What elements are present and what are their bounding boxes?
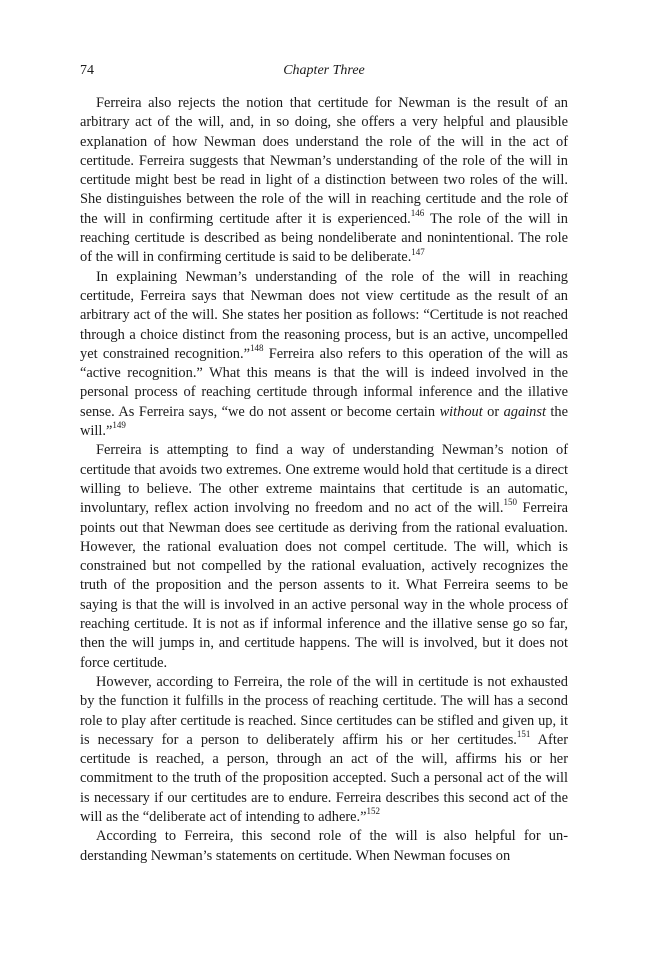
- paragraph-text: The role of the will in reaching certitude is described as being nondeliberate and nonintentional. The role of the will in confirming certitude is said to be deliberate.: [80, 210, 568, 266]
- paragraph-text: According to Ferreira, this second role of the will is also helpful for understanding Newman’s statements on certitude. When Newman focuses on: [80, 828, 568, 864]
- paragraph-text: Ferreira also refers to this operation of the will as “active recognition.” What this means is that the will is indeed involved in the personal process of reaching certitude through informal inference and the illative sense. As Ferreira says, “we do not assent or become certain: [80, 345, 568, 420]
- emphasis-text: without: [439, 403, 483, 420]
- paragraph-text: In explaining Newman’s understanding of the role of the will in reaching certitude, Ferreira says that Newman does not view certitude as the result of an arbitrary act of the will. She states her position as follows: “Certitude is not reached through a choice distinct from the reasoning process, but is an active, uncompelled yet constrained recognition.”: [80, 268, 568, 362]
- footnote-marker: 149: [112, 420, 126, 431]
- paragraph-text: Ferreira is attempting to find a way of understanding Newman’s notion of certitude that avoids two extremes. One extreme would hold that certitude is a direct willing to believe. The other extreme maintains that certitude is an automatic, involuntary, reflex action involving no freedom and no act of the will.: [80, 442, 568, 517]
- emphasis-text: against: [503, 403, 546, 420]
- footnote-marker: 150: [503, 497, 517, 508]
- paragraph: [80, 441, 568, 673]
- footnote-marker: 146: [410, 207, 425, 218]
- footnote-marker: 152: [366, 806, 380, 817]
- paragraph-text: However, according to Ferreira, the role of the will in certitude is not exhausted by the function it fulfills in the process of reaching certitude. The will has a second role to play after certitude is reached. Since certitudes can be stifled and given up, it is necessary for a person to deliberately affirm his or her certitudes.: [80, 673, 568, 748]
- running-head: [80, 61, 568, 81]
- page-number: 74: [80, 63, 94, 78]
- paragraph-text: Ferreira points out that Newman does see certitude as deriving from the rational evaluation. However, the rational evaluation does not compel certitude. The will, which is constrained but not compelled by the rational evaluation, actively recognizes the truth of the proposition and the person assents to it. What Ferreira seems to be saying is that the will is involved in an active personal way in the whole process of reaching certitude. It is not as if informal inference and the illative sense go so far, then the will jumps in, and certitude happens. The will is involved, but it does not force certitude.: [80, 500, 568, 671]
- footnote-marker: 151: [516, 729, 531, 739]
- footnote-marker: 147: [411, 246, 425, 257]
- body-text: [80, 94, 568, 866]
- paragraph: [80, 827, 568, 866]
- paragraph-text: Ferreira also rejects the notion that certitude for Newman is the result of an arbitrary act of the will, and, in so doing, she offers a very helpful and plausible explanation of how Newman does understand the role of the will in the act of certitude. Ferreira suggests that Newman’s understanding of the role of the will in certitude might best be read in light of a distinction between two roles of the will. She distinguishes between the role of the will in reaching certitude and the role of the will in confirming certitude after it is experienced.: [80, 95, 568, 227]
- paragraph-text: the will.”: [80, 403, 568, 440]
- paragraph-text: or: [482, 403, 504, 420]
- paragraph: [80, 268, 568, 442]
- paragraph: [80, 673, 568, 827]
- paragraph: [80, 94, 568, 268]
- paragraph-text: After certitude is reached, a person, through an act of the will, affirms his or her commitment to the truth of the proposition accepted. Such a personal act of the will is necessary if our certitudes are to endure. Ferreira describes this second act of the will as the “deliberate act of intending to adhere.”: [80, 731, 569, 825]
- footnote-marker: 148: [250, 343, 264, 354]
- chapter-title: Chapter Three: [283, 63, 365, 78]
